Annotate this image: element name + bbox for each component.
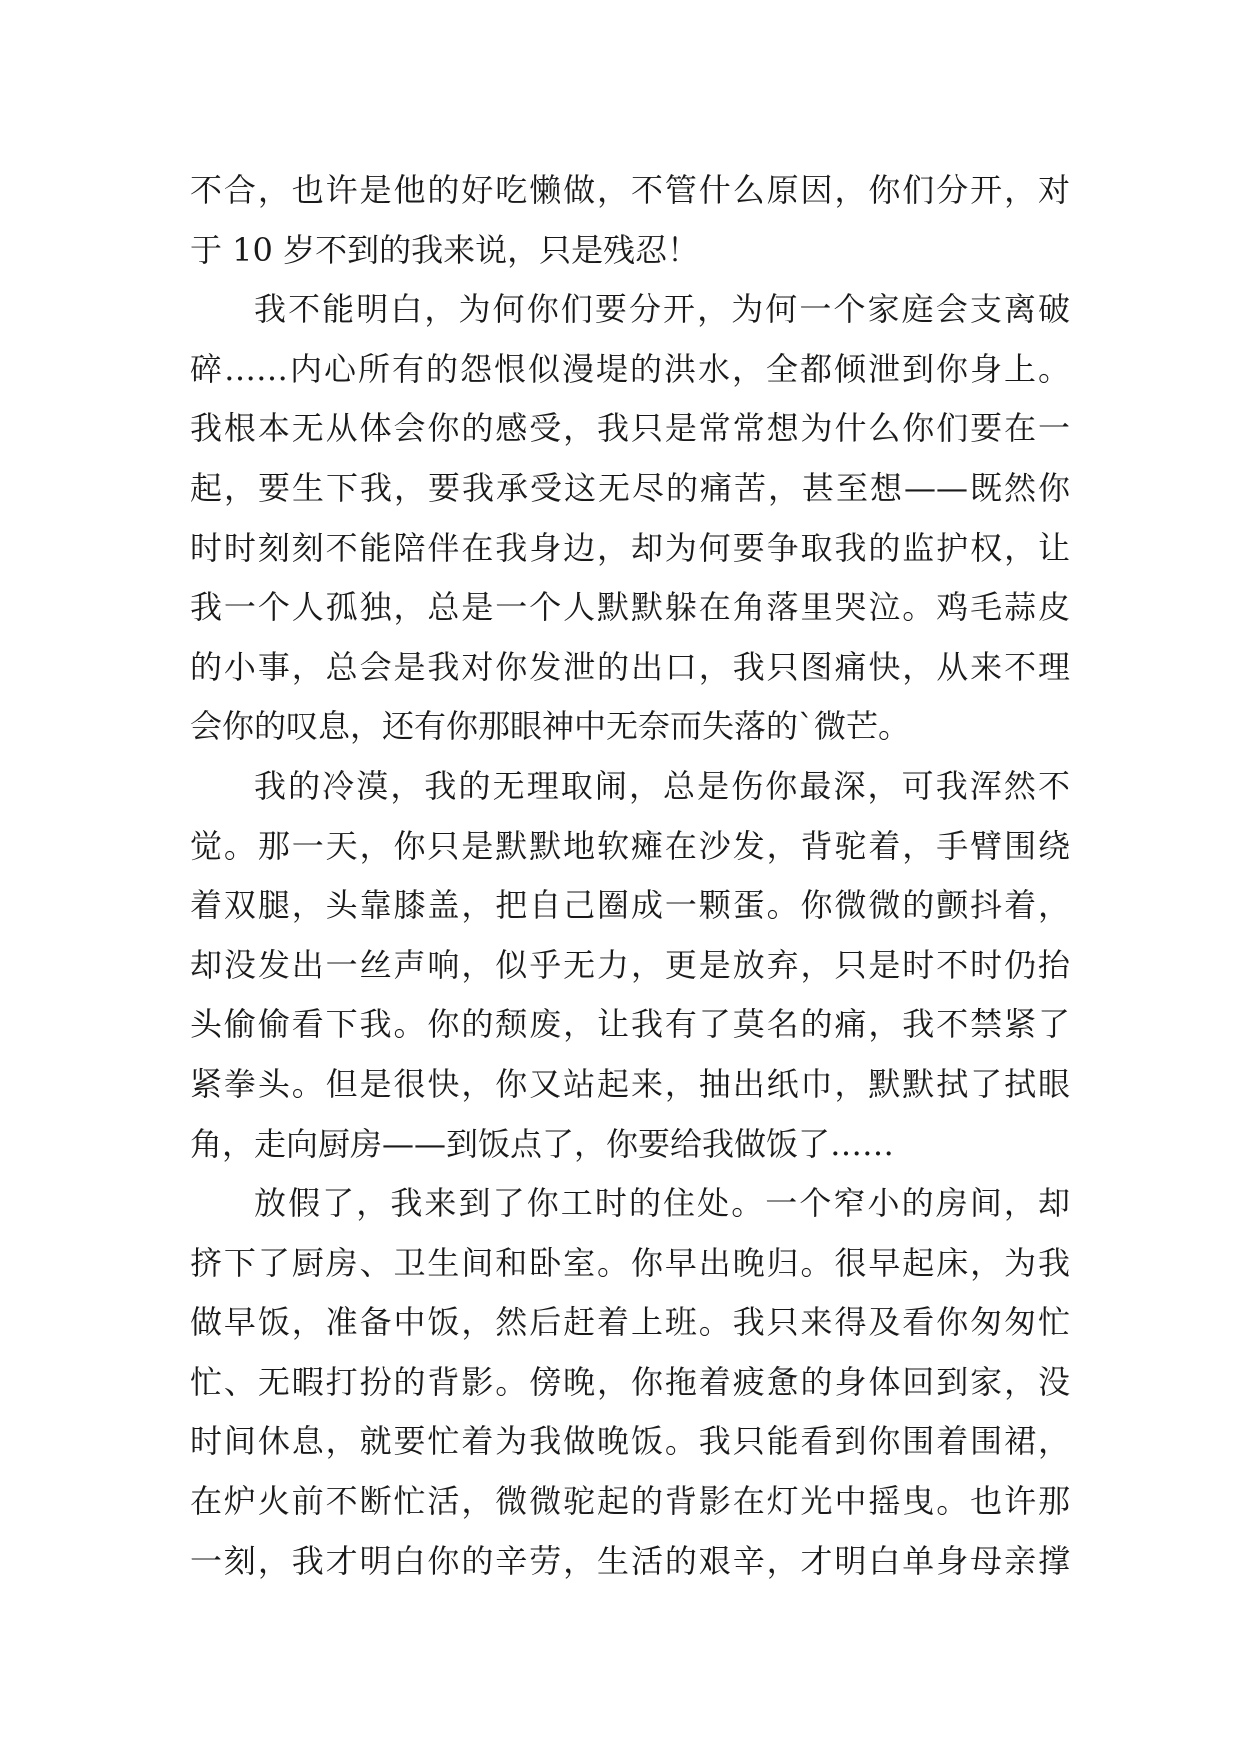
text-line: 着双腿，头靠膝盖，把自己圈成一颗蛋。你微微的颤抖着， bbox=[190, 886, 1070, 925]
text-line: 放假了，我来到了你工时的住处。一个窄小的房间，却 bbox=[254, 1184, 1070, 1223]
text-line: 我不能明白，为何你们要分开，为何一个家庭会支离破 bbox=[254, 290, 1070, 329]
text-line: 时时刻刻不能陪伴在我身边，却为何要争取我的监护权，让 bbox=[190, 528, 1070, 567]
body-text bbox=[190, 161, 1070, 1591]
text-line: 我的冷漠，我的无理取闹，总是伤你最深，可我浑然不 bbox=[254, 766, 1070, 805]
text-line: 紧拳头。但是很快，你又站起来，抽出纸巾，默默拭了拭眼 bbox=[190, 1064, 1070, 1103]
text-line: 碎……内心所有的怨恨似漫堤的洪水，全都倾泄到你身上。 bbox=[190, 349, 1070, 388]
text-line: 觉。那一天，你只是默默地软瘫在沙发，背驼着，手臂围绕 bbox=[190, 826, 1070, 865]
text-line: 会你的叹息，还有你那眼神中无奈而失落的`微芒。 bbox=[190, 707, 911, 746]
text-line: 起，要生下我，要我承受这无尽的痛苦，甚至想——既然你 bbox=[190, 468, 1070, 507]
text-line: 挤下了厨房、卫生间和卧室。你早出晚归。很早起床，为我 bbox=[190, 1243, 1070, 1282]
text-line: 角，走向厨房——到饭点了，你要给我做饭了…… bbox=[190, 1124, 895, 1163]
text-line: 时间休息，就要忙着为我做晚饭。我只能看到你围着围裙， bbox=[190, 1422, 1070, 1461]
text-line: 却没发出一丝声响，似乎无力，更是放弃，只是时不时仍抬 bbox=[190, 945, 1070, 984]
text-line: 一刻，我才明白你的辛劳，生活的艰辛，才明白单身母亲撑 bbox=[190, 1541, 1070, 1580]
text-line: 在炉火前不断忙活，微微驼起的背影在灯光中摇曳。也许那 bbox=[190, 1482, 1070, 1521]
text-line: 做早饭，准备中饭，然后赶着上班。我只来得及看你匆匆忙 bbox=[190, 1303, 1070, 1342]
text-line: 头偷偷看下我。你的颓废，让我有了莫名的痛，我不禁紧了 bbox=[190, 1005, 1070, 1044]
text-line: 的小事，总会是我对你发泄的出口，我只图痛快，从来不理 bbox=[190, 647, 1070, 686]
text-line: 不合，也许是他的好吃懒做，不管什么原因，你们分开，对 bbox=[190, 171, 1070, 209]
text-line: 我根本无从体会你的感受，我只是常常想为什么你们要在一 bbox=[190, 409, 1070, 448]
text-line: 忙、无暇打扮的背影。傍晚，你拖着疲惫的身体回到家，没 bbox=[190, 1362, 1070, 1401]
text-line: 于 10 岁不到的我来说，只是残忍！ bbox=[190, 230, 700, 269]
text-line: 我一个人孤独，总是一个人默默躲在角落里哭泣。鸡毛蒜皮 bbox=[190, 588, 1070, 627]
